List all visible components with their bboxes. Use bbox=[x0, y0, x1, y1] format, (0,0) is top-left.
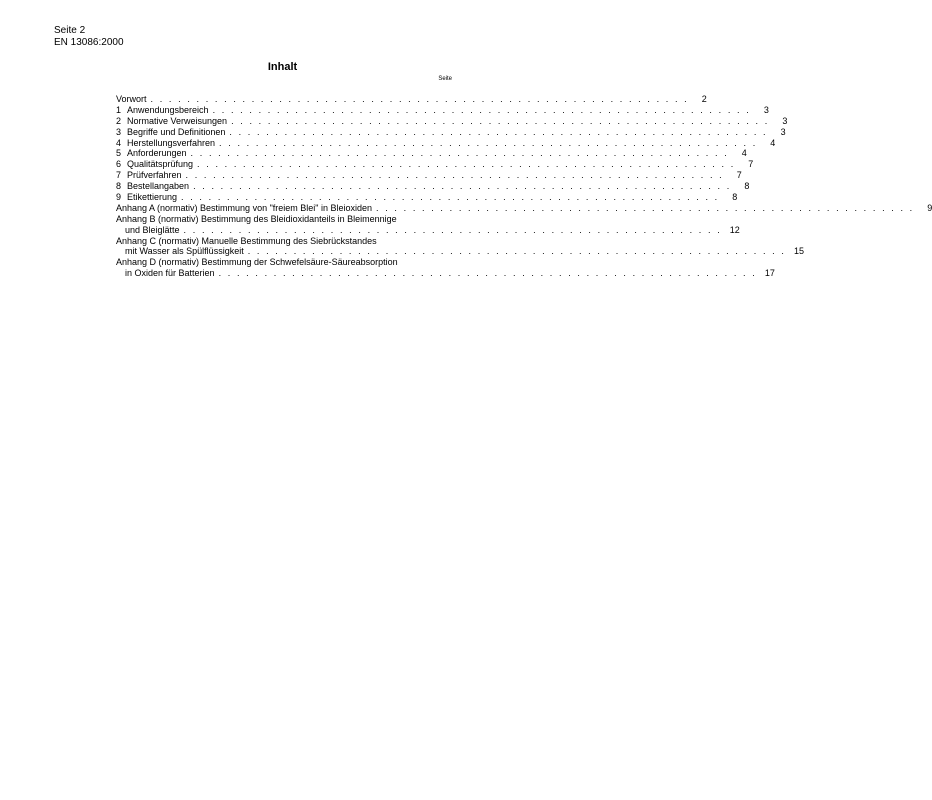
toc-entry-5 bbox=[116, 148, 747, 159]
toc-entry-number: 6 bbox=[116, 159, 122, 170]
toc-entry-page: 7 bbox=[748, 159, 754, 170]
toc-entry-label: Prüfverfahren bbox=[127, 170, 182, 181]
toc-entry-label: Bestellangaben bbox=[127, 181, 190, 192]
toc-entry-7 bbox=[116, 170, 742, 181]
toc-entry-label: Anhang C (normativ) Manuelle Bestimmung des Siebrückstandes bbox=[116, 235, 377, 246]
header-document-id: EN 13086:2000 bbox=[54, 37, 124, 48]
toc-leader-dots: . . . . . . . . . . . . . . . . . . . . . . . . . . . . . . . . . . . . . . . . . . . . . . . . . . . . . . . . . . . bbox=[376, 202, 915, 213]
toc-leader-dots: . . . . . . . . . . . . . . . . . . . . . . . . . . . . . . . . . . . . . . . . . . . . . . . . . . . . . . . . . . . bbox=[197, 159, 736, 170]
toc-entry-label: Qualitätsprüfung bbox=[127, 159, 194, 170]
toc-entry-label: Anhang A (normativ) Bestimmung von "freiem Blei" in Bleioxiden bbox=[116, 202, 373, 213]
toc-entry-label: Anhang D (normativ) Bestimmung der Schwefelsäure-Säureabsorption bbox=[116, 257, 398, 268]
toc-entry-annex-a bbox=[116, 202, 932, 214]
toc-entry-page: 17 bbox=[764, 268, 775, 279]
toc-entry-number: 9 bbox=[116, 192, 122, 202]
toc-entry-number: 3 bbox=[116, 126, 122, 137]
toc-entry-page: 3 bbox=[782, 115, 788, 126]
toc-leader-dots: . . . . . . . . . . . . . . . . . . . . . . . . . . . . . . . . . . . . . . . . . . . . . . . . . . . . . . . . . . . bbox=[181, 192, 720, 202]
toc-leader-dots: . . . . . . . . . . . . . . . . . . . . . . . . . . . . . . . . . . . . . . . . . . . . . . . . . . . . . . . . . . . bbox=[183, 224, 722, 235]
toc-leader-dots: . . . . . . . . . . . . . . . . . . . . . . . . . . . . . . . . . . . . . . . . . . . . . . . . . . . . . . . . . . . bbox=[185, 170, 724, 181]
toc-entry-vorwort bbox=[116, 93, 707, 105]
toc-entry-number: 5 bbox=[116, 148, 122, 159]
toc-entry-8 bbox=[116, 181, 750, 192]
toc-entry-6 bbox=[116, 159, 754, 170]
toc-entry-1 bbox=[116, 104, 769, 116]
toc-entry-number: 2 bbox=[116, 115, 122, 126]
toc-leader-dots: . . . . . . . . . . . . . . . . . . . . . . . . . . . . . . . . . . . . . . . . . . . . . . . . . . . . . . . . . . . bbox=[150, 93, 689, 104]
toc-entry-label-continued: und Bleiglätte bbox=[125, 224, 180, 235]
toc-entry-4 bbox=[116, 137, 776, 149]
toc-entry-label: Anhang B (normativ) Bestimmung des Bleidioxidanteils in Bleimennige bbox=[116, 213, 397, 224]
toc-entry-annex-c-line1 bbox=[116, 236, 455, 247]
toc-entry-label: Anwendungsbereich bbox=[127, 104, 209, 115]
toc-entry-annex-d-line1 bbox=[116, 257, 455, 268]
toc-leader-dots: . . . . . . . . . . . . . . . . . . . . . . . . . . . . . . . . . . . . . . . . . . . . . . . . . . . . . . . . . . . bbox=[218, 268, 757, 279]
toc-entry-label: Anforderungen bbox=[127, 148, 187, 159]
toc-entry-label: Begriffe und Definitionen bbox=[127, 126, 226, 137]
toc-entry-annex-c-line2 bbox=[116, 246, 804, 257]
toc-entry-label-continued: mit Wasser als Spülflüssigkeit bbox=[125, 246, 244, 257]
toc-entry-page: 4 bbox=[770, 137, 776, 148]
toc-entry-annex-b-line2 bbox=[116, 224, 740, 236]
toc-entry-number: 4 bbox=[116, 137, 122, 148]
toc-entry-page: 2 bbox=[701, 93, 707, 104]
toc-entry-page: 8 bbox=[732, 192, 738, 202]
toc-leader-dots: . . . . . . . . . . . . . . . . . . . . . . . . . . . . . . . . . . . . . . . . . . . . . . . . . . . . . . . . . . . bbox=[190, 148, 729, 159]
toc-entry-label: Herstellungsverfahren bbox=[127, 137, 216, 148]
toc-entry-label: Normative Verweisungen bbox=[127, 115, 228, 126]
toc-entry-page: 3 bbox=[763, 104, 769, 115]
toc-entry-3 bbox=[116, 126, 786, 138]
table-of-contents bbox=[116, 93, 932, 279]
toc-entry-page: 4 bbox=[741, 148, 747, 159]
toc-entry-number: 7 bbox=[116, 170, 122, 181]
toc-entry-page: 15 bbox=[793, 246, 804, 257]
toc-leader-dots: . . . . . . . . . . . . . . . . . . . . . . . . . . . . . . . . . . . . . . . . . . . . . . . . . . . . . . . . . . . bbox=[219, 137, 758, 148]
toc-entry-label: Vorwort bbox=[116, 93, 147, 104]
header-page-number: Seite 2 bbox=[54, 25, 86, 36]
toc-entry-label: Etikettierung bbox=[127, 192, 178, 202]
toc-entry-page: 8 bbox=[744, 181, 750, 192]
toc-leader-dots: . . . . . . . . . . . . . . . . . . . . . . . . . . . . . . . . . . . . . . . . . . . . . . . . . . . . . . . . . . . bbox=[212, 104, 751, 115]
page-column-label: Seite bbox=[438, 76, 452, 82]
toc-leader-dots: . . . . . . . . . . . . . . . . . . . . . . . . . . . . . . . . . . . . . . . . . . . . . . . . . . . . . . . . . . . bbox=[229, 126, 768, 137]
page-title: Inhalt bbox=[267, 61, 298, 73]
toc-entry-page: 12 bbox=[729, 224, 740, 235]
toc-entry-number: 1 bbox=[116, 104, 122, 115]
toc-entry-page: 7 bbox=[736, 170, 742, 181]
toc-leader-dots: . . . . . . . . . . . . . . . . . . . . . . . . . . . . . . . . . . . . . . . . . . . . . . . . . . . . . . . . . . . bbox=[247, 246, 786, 257]
toc-entry-annex-b-line1 bbox=[116, 214, 455, 225]
toc-leader-dots: . . . . . . . . . . . . . . . . . . . . . . . . . . . . . . . . . . . . . . . . . . . . . . . . . . . . . . . . . . . bbox=[231, 115, 770, 126]
toc-entry-9 bbox=[116, 192, 738, 203]
toc-entry-page: 9 bbox=[927, 202, 932, 213]
toc-entry-label-continued: in Oxiden für Batterien bbox=[125, 268, 215, 279]
toc-leader-dots: . . . . . . . . . . . . . . . . . . . . . . . . . . . . . . . . . . . . . . . . . . . . . . . . . . . . . . . . . . . bbox=[193, 181, 732, 192]
toc-entry-number: 8 bbox=[116, 181, 122, 192]
toc-entry-annex-d-line2 bbox=[116, 268, 775, 279]
toc-entry-page: 3 bbox=[780, 126, 786, 137]
toc-entry-2 bbox=[116, 115, 788, 127]
